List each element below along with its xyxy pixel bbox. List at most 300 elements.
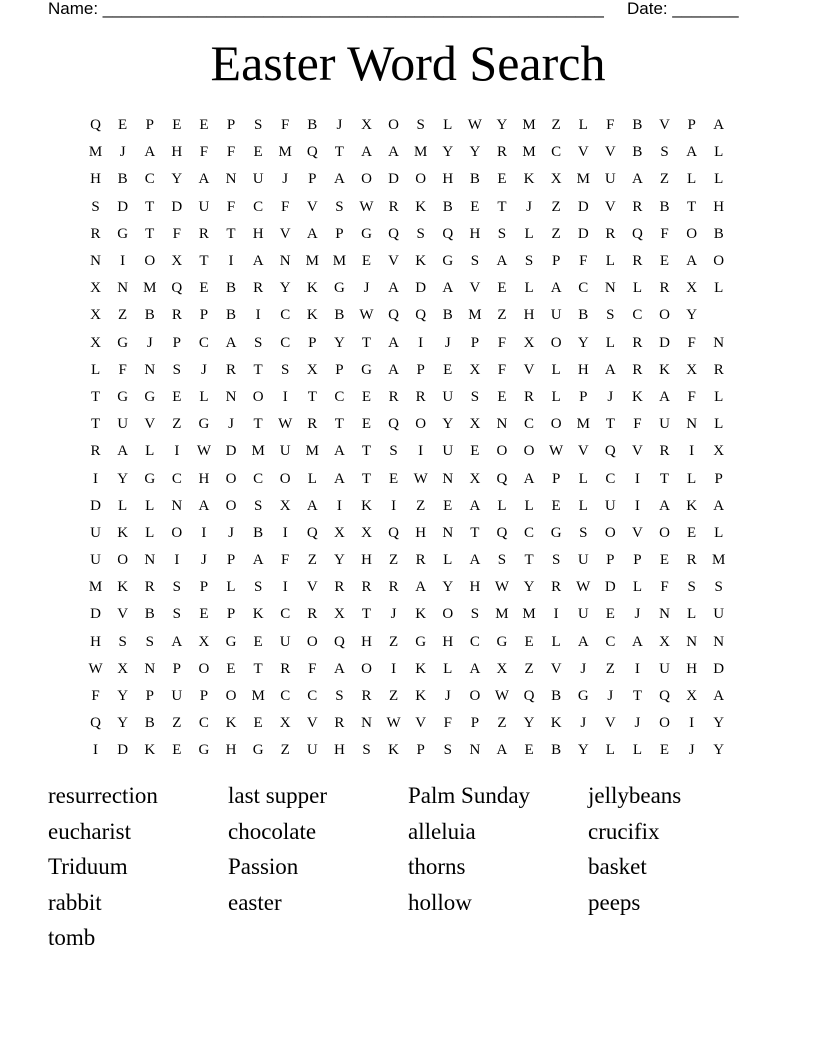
- grid-letter: B: [469, 171, 480, 188]
- grid-letter: K: [144, 742, 156, 759]
- grid-letter: O: [225, 497, 237, 514]
- word-list-item: resurrection: [48, 783, 158, 808]
- grid-letter: N: [90, 253, 101, 270]
- grid-letter: H: [361, 552, 372, 569]
- grid-letter: L: [632, 579, 642, 596]
- grid-letter: A: [577, 633, 589, 650]
- grid-letter: L: [524, 280, 534, 297]
- grid-letter: A: [388, 334, 399, 351]
- grid-letter: X: [713, 443, 725, 460]
- grid-letter: B: [307, 117, 318, 134]
- grid-letter: A: [469, 552, 481, 569]
- grid-letter: S: [470, 606, 480, 623]
- grid-letter: L: [632, 742, 642, 759]
- grid-letter: T: [253, 660, 263, 677]
- grid-row: [82, 574, 734, 601]
- word-list-item: rabbit: [48, 889, 102, 915]
- grid-letter: O: [686, 225, 698, 242]
- grid-letter: U: [659, 660, 670, 677]
- grid-letter: L: [145, 524, 155, 541]
- grid-letter: U: [442, 388, 454, 405]
- grid-letter: A: [388, 361, 399, 378]
- grid-letter: N: [279, 253, 291, 270]
- grid-letter: L: [145, 443, 155, 460]
- word-list-item: last supper: [228, 783, 328, 808]
- grid-letter: E: [443, 361, 453, 378]
- grid-letter: L: [497, 497, 507, 514]
- grid-letter: D: [117, 742, 129, 759]
- grid-letter: Q: [333, 633, 345, 650]
- word-list-item: Triduum: [48, 854, 128, 879]
- grid-letter: M: [522, 144, 536, 161]
- grid-letter: J: [146, 334, 153, 351]
- grid-letter: W: [278, 416, 293, 433]
- grid-letter: Q: [90, 117, 101, 134]
- grid-row: [82, 248, 734, 275]
- grid-letter: U: [550, 307, 562, 324]
- grid-letter: Y: [496, 117, 508, 134]
- grid-letter: Z: [551, 117, 561, 134]
- grid-letter: D: [604, 579, 616, 596]
- grid-letter: E: [659, 552, 670, 569]
- grid-letter: P: [714, 470, 723, 487]
- grid-letter: L: [632, 280, 642, 297]
- grid-letter: A: [198, 171, 210, 188]
- grid-letter: Q: [171, 280, 183, 297]
- grid-letter: V: [604, 715, 616, 732]
- grid-letter: S: [524, 253, 534, 270]
- grid-letter: P: [226, 552, 236, 569]
- grid-letter: G: [496, 633, 508, 650]
- grid-letter: R: [388, 388, 399, 405]
- grid-letter: B: [659, 198, 670, 215]
- grid-letter: O: [252, 388, 264, 405]
- word-list-item: Passion: [228, 854, 299, 879]
- grid-letter: R: [415, 388, 426, 405]
- grid-letter: L: [578, 470, 588, 487]
- grid-letter: M: [251, 688, 265, 705]
- grid-letter: A: [388, 144, 399, 161]
- grid-row: [82, 737, 734, 764]
- grid-letter: J: [526, 198, 532, 215]
- grid-letter: H: [469, 225, 481, 242]
- grid-letter: I: [255, 307, 261, 324]
- grid-letter: E: [497, 280, 507, 297]
- grid-letter: D: [117, 198, 129, 215]
- grid-letter: C: [198, 715, 209, 732]
- grid-letter: O: [415, 171, 427, 188]
- grid-letter: R: [605, 225, 616, 242]
- grid-letter: G: [225, 633, 237, 650]
- grid-letter: S: [443, 742, 452, 759]
- grid-letter: C: [605, 633, 616, 650]
- grid-letter: N: [361, 715, 372, 732]
- grid-letter: V: [523, 361, 535, 378]
- grid-letter: E: [470, 198, 480, 215]
- grid-letter: L: [307, 470, 317, 487]
- grid-letter: N: [171, 497, 183, 514]
- grid-letter: F: [118, 361, 127, 378]
- grid-letter: H: [333, 742, 345, 759]
- grid-letter: Y: [713, 742, 725, 759]
- grid-letter: Y: [469, 144, 481, 161]
- grid-letter: C: [198, 334, 209, 351]
- grid-letter: Q: [632, 225, 643, 242]
- grid-letter: K: [415, 688, 427, 705]
- grid-letter: S: [551, 552, 561, 569]
- grid-letter: Y: [333, 334, 345, 351]
- grid-letter: F: [687, 334, 696, 351]
- grid-letter: P: [308, 171, 317, 188]
- letter-grid: [82, 112, 734, 765]
- grid-letter: I: [689, 443, 695, 460]
- grid-row: [82, 302, 734, 329]
- grid-letter: L: [145, 497, 155, 514]
- grid-letter: L: [118, 497, 128, 514]
- grid-letter: Q: [306, 144, 318, 161]
- grid-letter: H: [523, 307, 535, 324]
- grid-letter: Y: [523, 579, 535, 596]
- grid-letter: S: [497, 225, 507, 242]
- grid-letter: M: [576, 416, 590, 433]
- grid-letter: V: [632, 443, 643, 460]
- grid-letter: W: [413, 470, 428, 487]
- grid-letter: O: [496, 443, 508, 460]
- grid-letter: A: [306, 497, 318, 514]
- grid-letter: R: [632, 361, 643, 378]
- grid-letter: S: [172, 361, 181, 378]
- grid-letter: T: [470, 524, 480, 541]
- grid-letter: O: [225, 470, 237, 487]
- grid-letter: R: [361, 579, 372, 596]
- grid-letter: C: [280, 334, 291, 351]
- grid-letter: J: [201, 552, 207, 569]
- word-list-item: Palm Sunday: [408, 783, 531, 808]
- grid-letter: G: [550, 524, 562, 541]
- grid-letter: A: [442, 280, 454, 297]
- grid-letter: Q: [388, 225, 399, 242]
- grid-letter: E: [497, 171, 507, 188]
- grid-letter: M: [576, 171, 590, 188]
- grid-letter: T: [334, 416, 344, 433]
- grid-letter: E: [172, 388, 182, 405]
- grid-letter: Q: [604, 443, 616, 460]
- grid-letter: Y: [442, 579, 454, 596]
- grid-letter: B: [226, 280, 237, 297]
- word-list: [48, 781, 788, 959]
- grid-letter: X: [469, 470, 481, 487]
- grid-letter: U: [306, 742, 318, 759]
- grid-letter: A: [713, 117, 725, 134]
- grid-letter: Q: [496, 470, 508, 487]
- grid-row: [82, 629, 734, 656]
- grid-letter: C: [551, 144, 562, 161]
- grid-letter: C: [280, 307, 291, 324]
- grid-letter: A: [659, 388, 670, 405]
- grid-letter: V: [632, 524, 643, 541]
- grid-letter: E: [199, 606, 209, 623]
- grid-letter: M: [414, 144, 428, 161]
- grid-letter: P: [470, 334, 480, 351]
- grid-letter: R: [551, 579, 562, 596]
- grid-letter: R: [307, 606, 318, 623]
- grid-letter: V: [550, 660, 562, 677]
- grid-letter: T: [145, 225, 155, 242]
- grid-letter: L: [605, 334, 615, 351]
- grid-letter: F: [281, 117, 290, 134]
- grid-letter: G: [361, 361, 372, 378]
- grid-letter: K: [252, 606, 264, 623]
- grid-letter: Z: [497, 715, 507, 732]
- grid-letter: F: [308, 660, 317, 677]
- grid-letter: R: [659, 280, 670, 297]
- grid-letter: L: [226, 579, 236, 596]
- grid-letter: R: [334, 579, 345, 596]
- grid-letter: S: [145, 633, 154, 650]
- grid-letter: S: [253, 334, 263, 351]
- grid-letter: H: [225, 742, 237, 759]
- grid-letter: H: [442, 171, 454, 188]
- grid-letter: L: [687, 470, 697, 487]
- grid-letter: A: [686, 253, 698, 270]
- grid-letter: J: [444, 688, 451, 705]
- grid-letter: T: [253, 416, 263, 433]
- grid-letter: U: [442, 443, 454, 460]
- grid-letter: L: [199, 388, 209, 405]
- grid-letter: A: [713, 497, 725, 514]
- grid-letter: L: [714, 388, 724, 405]
- grid-letter: O: [442, 606, 454, 623]
- grid-row: [82, 139, 734, 166]
- grid-letter: G: [198, 416, 210, 433]
- grid-row: [82, 411, 734, 438]
- grid-letter: S: [497, 552, 507, 569]
- grid-letter: K: [523, 171, 535, 188]
- grid-letter: A: [550, 280, 562, 297]
- date-field-label: Date: _______: [627, 0, 739, 18]
- grid-letter: P: [687, 117, 696, 134]
- grid-letter: N: [604, 280, 616, 297]
- grid-letter: E: [659, 742, 670, 759]
- grid-letter: G: [361, 225, 372, 242]
- grid-letter: V: [604, 144, 616, 161]
- grid-letter: U: [713, 606, 725, 623]
- grid-letter: L: [524, 225, 534, 242]
- grid-letter: V: [306, 198, 318, 215]
- grid-letter: R: [280, 660, 291, 677]
- grid-letter: H: [361, 633, 372, 650]
- grid-letter: V: [469, 280, 481, 297]
- grid-letter: O: [550, 334, 562, 351]
- grid-letter: K: [550, 715, 562, 732]
- grid-letter: O: [361, 171, 372, 188]
- grid-letter: W: [576, 579, 591, 596]
- word-list-item: basket: [588, 854, 647, 879]
- word-list-item: crucifix: [588, 818, 660, 844]
- grid-letter: Y: [117, 470, 129, 487]
- grid-letter: E: [253, 633, 263, 650]
- grid-letter: A: [388, 280, 399, 297]
- grid-letter: Q: [90, 715, 101, 732]
- grid-letter: S: [335, 198, 344, 215]
- grid-letter: C: [605, 470, 616, 487]
- grid-letter: R: [334, 715, 345, 732]
- grid-letter: T: [307, 388, 317, 405]
- grid-letter: R: [388, 198, 399, 215]
- grid-letter: H: [577, 361, 589, 378]
- grid-letter: R: [171, 307, 182, 324]
- grid-letter: E: [172, 742, 182, 759]
- grid-letter: B: [442, 307, 453, 324]
- grid-letter: A: [604, 361, 616, 378]
- grid-row: [82, 683, 734, 710]
- grid-letter: C: [253, 198, 264, 215]
- grid-letter: A: [333, 470, 345, 487]
- grid-letter: L: [551, 388, 561, 405]
- grid-letter: J: [363, 280, 370, 297]
- grid-letter: A: [198, 497, 210, 514]
- grid-letter: M: [468, 307, 482, 324]
- grid-letter: Y: [442, 144, 454, 161]
- grid-letter: X: [90, 280, 101, 297]
- grid-letter: S: [253, 497, 263, 514]
- grid-letter: S: [416, 117, 425, 134]
- grid-letter: W: [386, 715, 401, 732]
- grid-letter: Q: [415, 307, 427, 324]
- grid-letter: X: [361, 117, 372, 134]
- grid-letter: L: [443, 552, 453, 569]
- grid-letter: B: [578, 307, 589, 324]
- grid-letter: I: [553, 606, 559, 623]
- grid-letter: E: [361, 416, 372, 433]
- grid-letter: D: [90, 497, 101, 514]
- grid-letter: U: [279, 633, 291, 650]
- grid-letter: T: [605, 416, 615, 433]
- grid-letter: O: [550, 416, 562, 433]
- word-list-item: hollow: [408, 889, 472, 915]
- grid-letter: A: [659, 497, 670, 514]
- grid-letter: E: [497, 388, 507, 405]
- grid-letter: M: [88, 579, 103, 596]
- grid-letter: F: [281, 552, 290, 569]
- grid-letter: P: [172, 660, 181, 677]
- grid-letter: U: [577, 552, 589, 569]
- grid-letter: B: [144, 715, 155, 732]
- grid-letter: L: [551, 633, 561, 650]
- grid-letter: K: [415, 606, 427, 623]
- grid-letter: A: [415, 579, 427, 596]
- grid-letter: X: [550, 171, 562, 188]
- grid-letter: A: [252, 253, 264, 270]
- grid-letter: P: [226, 117, 236, 134]
- grid-letter: O: [604, 524, 616, 541]
- grid-letter: J: [444, 334, 451, 351]
- grid-letter: H: [198, 470, 210, 487]
- grid-letter: X: [333, 524, 345, 541]
- grid-letter: Y: [686, 307, 698, 324]
- grid-letter: Y: [279, 280, 291, 297]
- grid-letter: N: [686, 416, 698, 433]
- grid-letter: G: [117, 388, 129, 405]
- grid-letter: G: [252, 742, 264, 759]
- grid-letter: F: [281, 198, 290, 215]
- grid-letter: H: [442, 633, 454, 650]
- grid-letter: N: [713, 334, 725, 351]
- grid-letter: L: [687, 606, 697, 623]
- grid-letter: V: [279, 225, 291, 242]
- grid-letter: X: [686, 688, 698, 705]
- grid-letter: E: [687, 524, 697, 541]
- grid-letter: P: [470, 715, 480, 732]
- word-list-item: easter: [228, 889, 282, 915]
- grid-letter: A: [306, 225, 318, 242]
- grid-row: [82, 384, 734, 411]
- grid-letter: T: [145, 198, 155, 215]
- grid-letter: T: [361, 470, 372, 487]
- grid-letter: B: [551, 742, 562, 759]
- grid-letter: N: [686, 633, 698, 650]
- grid-letter: A: [496, 742, 508, 759]
- grid-row: [82, 194, 734, 221]
- grid-letter: F: [687, 388, 696, 405]
- grid-letter: M: [305, 443, 319, 460]
- grid-letter: L: [714, 144, 724, 161]
- grid-letter: P: [199, 307, 209, 324]
- grid-letter: P: [308, 334, 317, 351]
- grid-letter: E: [253, 715, 263, 732]
- grid-letter: L: [551, 361, 561, 378]
- grid-letter: S: [389, 443, 398, 460]
- grid-letter: Z: [659, 171, 670, 188]
- grid-letter: V: [144, 416, 156, 433]
- grid-letter: R: [90, 225, 101, 242]
- grid-letter: B: [144, 606, 155, 623]
- grid-letter: C: [144, 171, 155, 188]
- grid-letter: Q: [388, 416, 399, 433]
- grid-letter: L: [524, 497, 534, 514]
- grid-letter: P: [606, 552, 615, 569]
- grid-letter: R: [632, 334, 643, 351]
- grid-letter: X: [469, 416, 481, 433]
- grid-letter: W: [88, 660, 103, 677]
- grid-letter: J: [607, 688, 614, 705]
- grid-letter: D: [388, 171, 399, 188]
- grid-row: [82, 275, 734, 302]
- grid-letter: A: [171, 633, 183, 650]
- grid-letter: O: [659, 524, 670, 541]
- grid-letter: X: [333, 606, 345, 623]
- grid-letter: P: [199, 688, 209, 705]
- grid-letter: K: [117, 524, 129, 541]
- grid-letter: E: [524, 742, 534, 759]
- grid-letter: Z: [551, 225, 561, 242]
- grid-letter: C: [253, 470, 264, 487]
- grid-letter: I: [228, 253, 234, 270]
- grid-letter: L: [578, 117, 588, 134]
- grid-row: [82, 547, 734, 574]
- grid-letter: P: [145, 117, 154, 134]
- grid-letter: H: [90, 633, 101, 650]
- grid-letter: O: [279, 470, 291, 487]
- grid-letter: D: [171, 198, 183, 215]
- word-list-item: thorns: [408, 854, 466, 879]
- grid-letter: P: [551, 253, 561, 270]
- grid-letter: F: [226, 198, 236, 215]
- grid-letter: Q: [659, 688, 670, 705]
- grid-letter: D: [225, 443, 237, 460]
- grid-letter: E: [470, 443, 480, 460]
- grid-letter: L: [714, 524, 724, 541]
